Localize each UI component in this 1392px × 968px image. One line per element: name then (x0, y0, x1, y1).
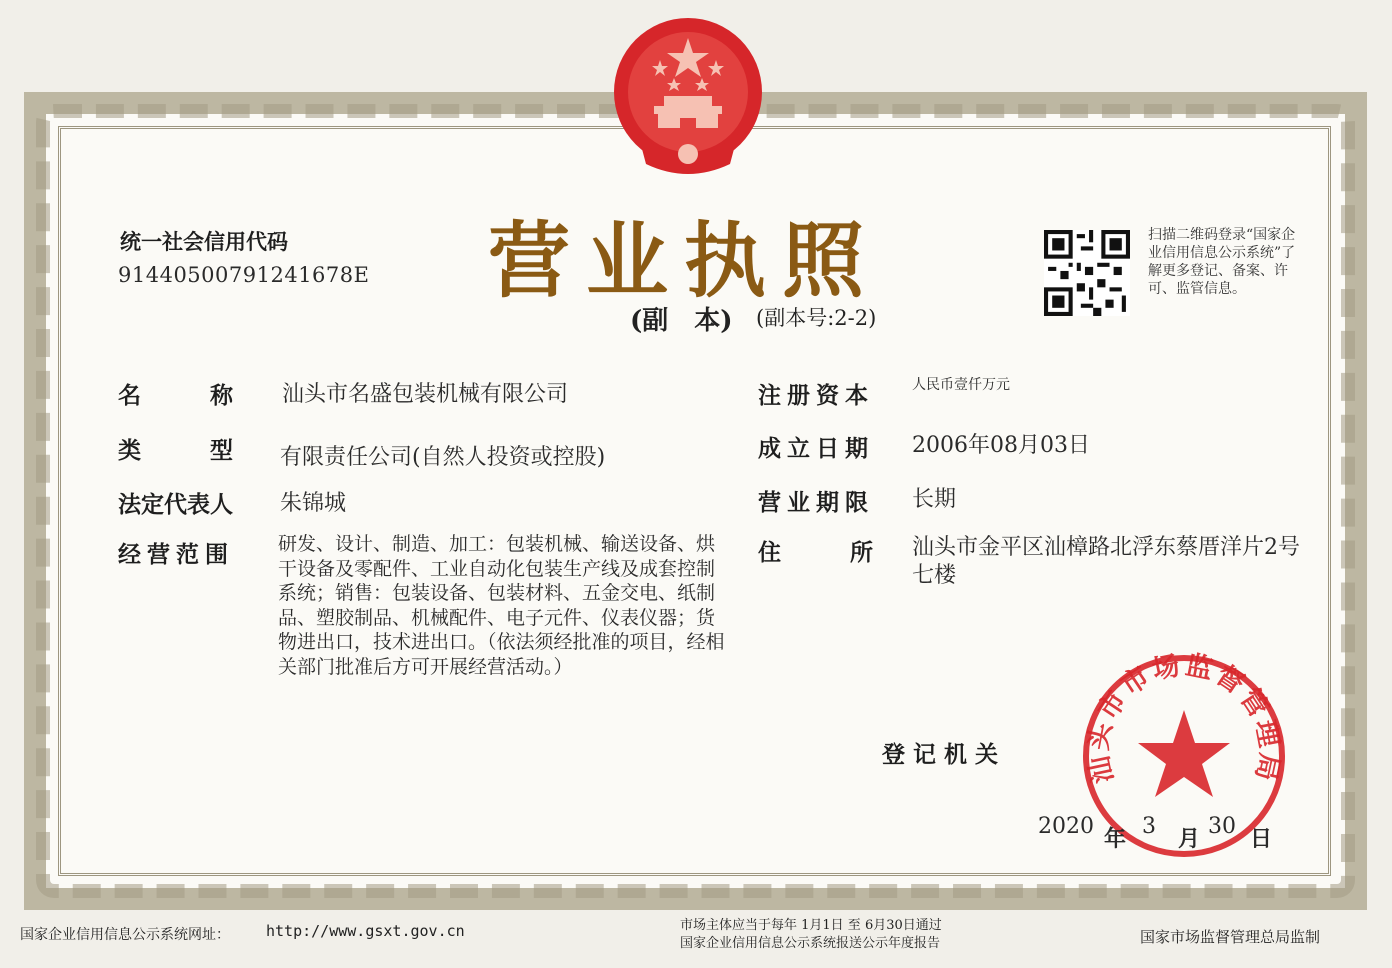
qr-code-note: 扫描二维码登录“国家企业信用信息公示系统”了解更多登记、备案、许可、监管信息。 (1148, 227, 1296, 297)
legal-rep-label: 法定代表人 (118, 492, 233, 518)
website-url: http://www.gsxt.gov.cn (266, 922, 465, 940)
copy-number: (副本号:2-2) (756, 306, 877, 330)
year-char: 年 (1104, 827, 1127, 852)
name-label: 名 称 (118, 383, 233, 409)
copy-label: (副 本) (630, 306, 733, 336)
capital-label: 注册资本 (758, 383, 874, 409)
day-char: 日 (1250, 827, 1273, 852)
annual-report-notice-line1: 市场主体应当于每年 1月1日 至 6月30日通过 (680, 918, 942, 933)
scope-label: 经营范围 (118, 542, 234, 568)
company-address: 汕头市金平区汕樟路北浮东蔡厝洋片2号七楼 (912, 535, 1300, 588)
document-title: 营业执照 (488, 214, 881, 309)
credit-code-value: 91440500791241678E (118, 263, 370, 287)
authority-label: 登记机关 (882, 742, 1006, 768)
type-label: 类 型 (118, 438, 233, 464)
date-day: 30 (1208, 814, 1236, 839)
address-label: 住 所 (758, 540, 873, 566)
established-label: 成立日期 (758, 436, 874, 462)
credit-code-label: 统一社会信用代码 (120, 230, 288, 254)
supervisor-note: 国家市场监督管理总局监制 (1140, 928, 1321, 946)
website-label: 国家企业信用信息公示系统网址： (20, 927, 230, 943)
date-year: 2020 (1038, 814, 1094, 839)
annual-report-notice-line2: 国家企业信用信息公示系统报送公示年度报告 (680, 936, 941, 951)
date-month: 3 (1142, 814, 1156, 839)
business-scope: 研发、设计、制造、加工：包装机械、输送设备、烘干设备及零配件、工业自动化包装生产线及成套控制系统；销售：包装设备、包装材料、五金交电、纸制品、塑胶制品、机械配件、电子元件、仪表仪器；货物进出口，技术进出口。（依法须经批准的项目，经相关部门批准后方可开展经营活动。） (278, 533, 725, 678)
business-term: 长期 (912, 487, 957, 512)
legal-rep-value: 朱锦城 (280, 491, 347, 516)
company-type: 有限责任公司(自然人投资或控股) (280, 445, 606, 470)
established-date: 2006年08月03日 (912, 433, 1090, 458)
month-char: 月 (1178, 827, 1201, 852)
national-emblem-icon (608, 14, 768, 184)
qr-code-icon (1044, 230, 1130, 316)
registered-capital: 人民币壹仟万元 (912, 377, 1010, 393)
seal-text: 汕头市市场监督管理局 (1082, 649, 1286, 787)
term-label: 营业期限 (758, 490, 874, 516)
company-name: 汕头市名盛包装机械有限公司 (282, 382, 569, 407)
